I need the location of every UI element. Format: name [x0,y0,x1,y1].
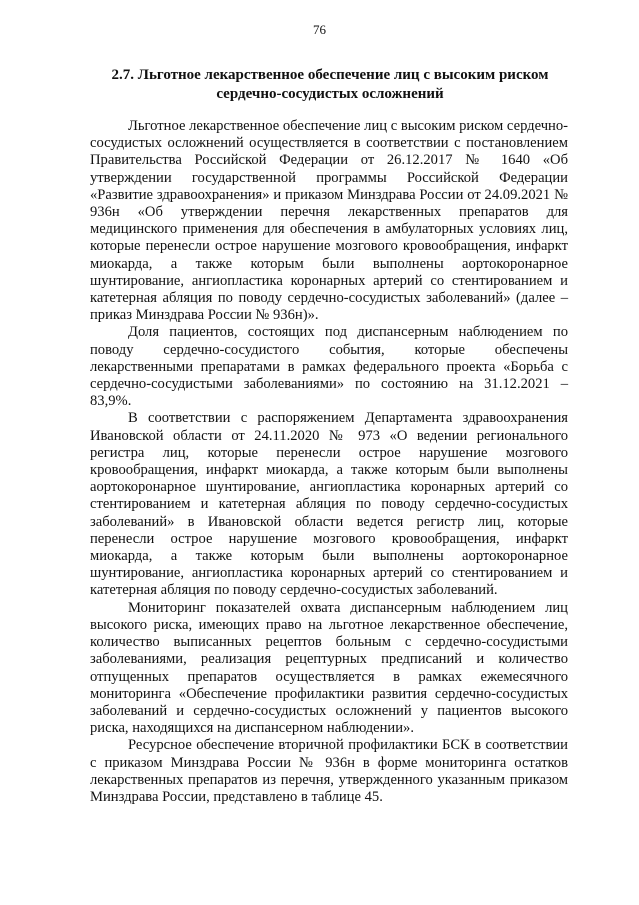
paragraph-legal-basis: Льготное лекарственное обеспечение лиц с высоким риском сердечно-сосудистых осложнений осуществляется в соответствии с постановлением Правительства Российской Федерации от 26.12.2017 № 1640 «Об утверждении государственной программы Российской Федерации «Развитие здравоохранения» и приказом Минздрава России от 24.09.2021 № 936н «Об утверждении перечня лекарственных препаратов для медицинского применения для обеспечения в амбулаторных условиях лиц, которые перенесли острое нарушение мозгового кровообращения, инфаркт миокарда, а также которым были выполнены аортокоронарное шунтирование, ангиопластика коронарных артерий со стентированием и катетерная абляция по поводу сердечно-сосудистых заболеваний» (далее – приказ Минздрава России № 936н)». [90,118,569,324]
paragraph-regional-register: В соответствии с распоряжением Департамента здравоохранения Ивановской области от 24.11.2020 № 973 «О ведении регионального регистра лиц, которые перенесли острое нарушение мозгового кровообращения, инфаркт миокарда, а также которым были выполнены аортокоронарное шунтирование, ангиопластика коронарных артерий со стентированием и катетерная абляция по поводу сердечно-сосудистых заболеваний» в Ивановской области ведется регистр лиц, которые перенесли острое нарушение мозгового кровообращения, инфаркт миокарда, а также которым были выполнены аортокоронарное шунтирование, ангиопластика коронарных артерий со стентированием и катетерная абляция по поводу сердечно-сосудистых заболеваний. [90,410,568,599]
page-number: 76 [313,22,326,37]
paragraph-patient-share: Доля пациентов, состоящих под диспансерным наблюдением по поводу сердечно-сосудистого события, которые обеспечены лекарственными препаратами в рамках федерального проекта «Борьба с сердечно-сосудистыми заболеваниями» по состоянию на 31.12.2021 – 83,9%. [90,324,568,410]
section-title: 2.7. Льготное лекарственное обеспечение лиц с высоким риском сердечно-сосудистых осложнений [111,67,549,102]
body-text [90,118,568,806]
paragraph-resource-provision: Ресурсное обеспечение вторичной профилактики БСК в соответствии с приказом Минздрава России № 936н в форме мониторинга остатков лекарственных препаратов из перечня, утвержденного указанным приказом Минздрава России, представлено в таблице 45. [90,737,568,805]
paragraph-monitoring: Мониторинг показателей охвата диспансерным наблюдением лиц высокого риска, имеющих право на льготное лекарственное обеспечение, количество выписанных рецептов больным с сердечно-сосудистыми заболеваниями, реализация рецептурных предписаний и количество отпущенных препаратов осуществляется в рамках ежемесячного мониторинга «Обеспечение профилактики развития сердечно-сосудистых заболеваний и сердечно-сосудистых осложнений у пациентов высокого риска, находящихся на диспансерном наблюдении». [90,599,568,737]
